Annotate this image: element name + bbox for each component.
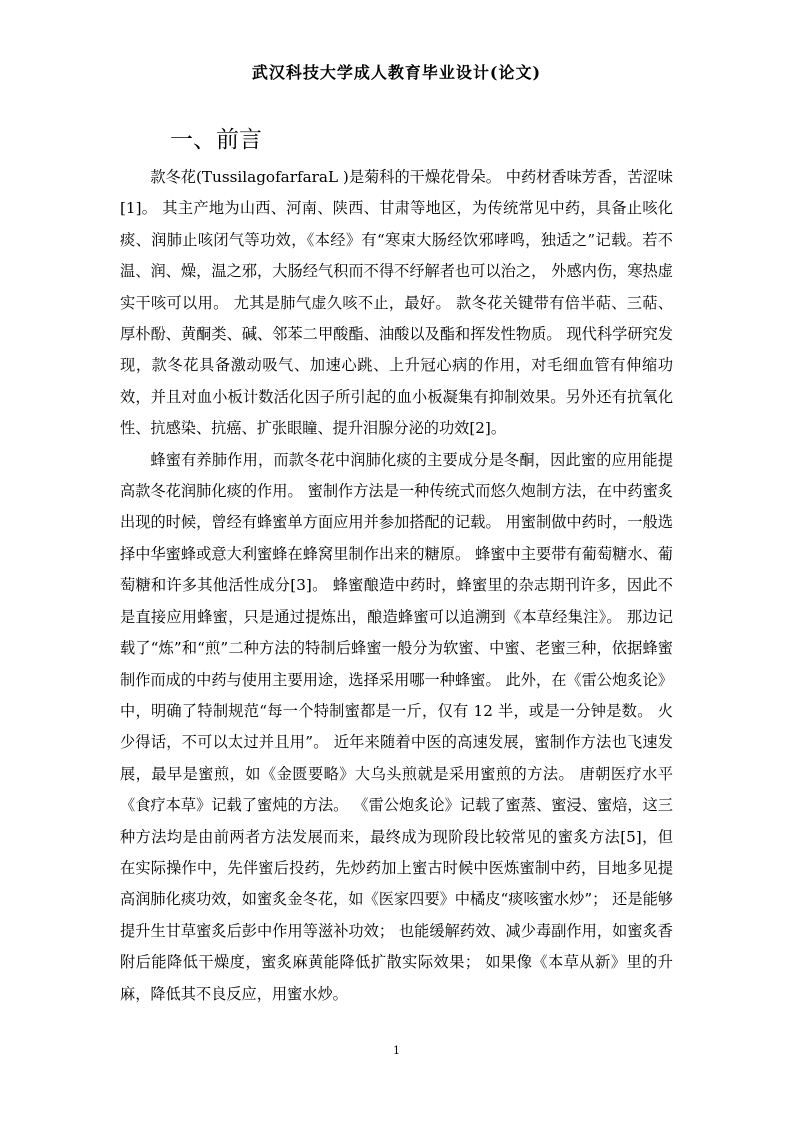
- paragraph-1: 款冬花(TussilagofarfaraL )是菊科的干燥花骨朵。 中药材香味芳香，苦涩味[1]。 其主产地为山西、河南、陕西、甘肃等地区，为传统常见中药，具备止咳化痰、润肺止咳闭气等功效，《本经》有“寒束大肠经饮邪哮鸣，独适之”记载。若不温、润、燥，温之邪，大肠经气积而不得不纾解者也可以治之， 外感内伤，寒热虚实干咳可以用。 尤其是肺气虚久咳不止，最好。 款冬花关键带有倍半萜、三萜、厚朴酚、黄酮类、碱、邻苯二甲酸酯、油酸以及酯和挥发性物质。 现代科学研究发现，款冬花具备激动吸气、加速心跳、上升冠心病的作用，对毛细血管有伸缩功效，并且对血小板计数活化因子所引起的血小板凝集有抑制效果。另外还有抗氧化性、抗感染、抗癌、扩张眼瞳、提升泪腺分泌的功效[2]。: [120, 168, 673, 438]
- paragraph-2: 蜂蜜有养肺作用，而款冬花中润肺化痰的主要成分是冬酮，因此蜜的应用能提高款冬花润肺化痰的作用。 蜜制作方法是一种传统式而悠久炮制方法，在中药蜜炙出现的时候，曾经有蜂蜜单方面应用并参加搭配的记载。 用蜜制做中药时，一般选择中华蜜蜂或意大利蜜蜂在蜂窝里制作出来的糖原。 蜂蜜中主要带有葡萄糖水、葡萄糖和许多其他活性成分[3]。 蜂蜜酿造中药时，蜂蜜里的杂志期刊许多，因此不是直接应用蜂蜜，只是通过提炼出，酿造蜂蜜可以追溯到《本草经集注》。 那边记载了“炼”和“煎”二种方法的特制后蜂蜜一般分为软蜜、中蜜、老蜜三种，依据蜂蜜制作而成的中药与使用主要用途，选择采用哪一种蜂蜜。 此外，在《雷公炮炙论》中，明确了特制规范“每一个特制蜜都是一斤，仅有 12 半，或是一分钟是数。 火少得话，不可以太过并且用”。 近年来随着中医的高速发展，蜜制作方法也飞速发展，最早是蜜煎，如《金匮要略》大乌头煎就是采用蜜煎的方法。 唐朝医疗水平《食疗本草》记载了蜜炖的方法。 《雷公炮炙论》记载了蜜蒸、蜜浸、蜜焙，这三种方法均是由前两者方法发展而来，最终成为现阶段比较常见的蜜炙方法[5]，但在实际操作中，先伴蜜后投药，先炒药加上蜜古时候中医炼蜜制中药，目地多见提高润肺化痰功效，如蜜炙金冬花，如《医家四要》中橘皮“痰咳蜜水炒”； 还是能够提升生甘草蜜炙后彭中作用等滋补功效； 也能缓解药效、减少毒副作用，如蜜炙香附后能降低干燥度，蜜炙麻黄能降低扩散实际效果； 如果像《本草从新》里的升麻，降低其不良反应，用蜜水炒。: [120, 450, 673, 1003]
- body-text: [120, 162, 673, 1010]
- running-header: 武汉科技大学成人教育毕业设计(论文): [251, 63, 542, 82]
- page-number: 1: [393, 1044, 400, 1057]
- section-heading: 一、前言: [170, 127, 262, 153]
